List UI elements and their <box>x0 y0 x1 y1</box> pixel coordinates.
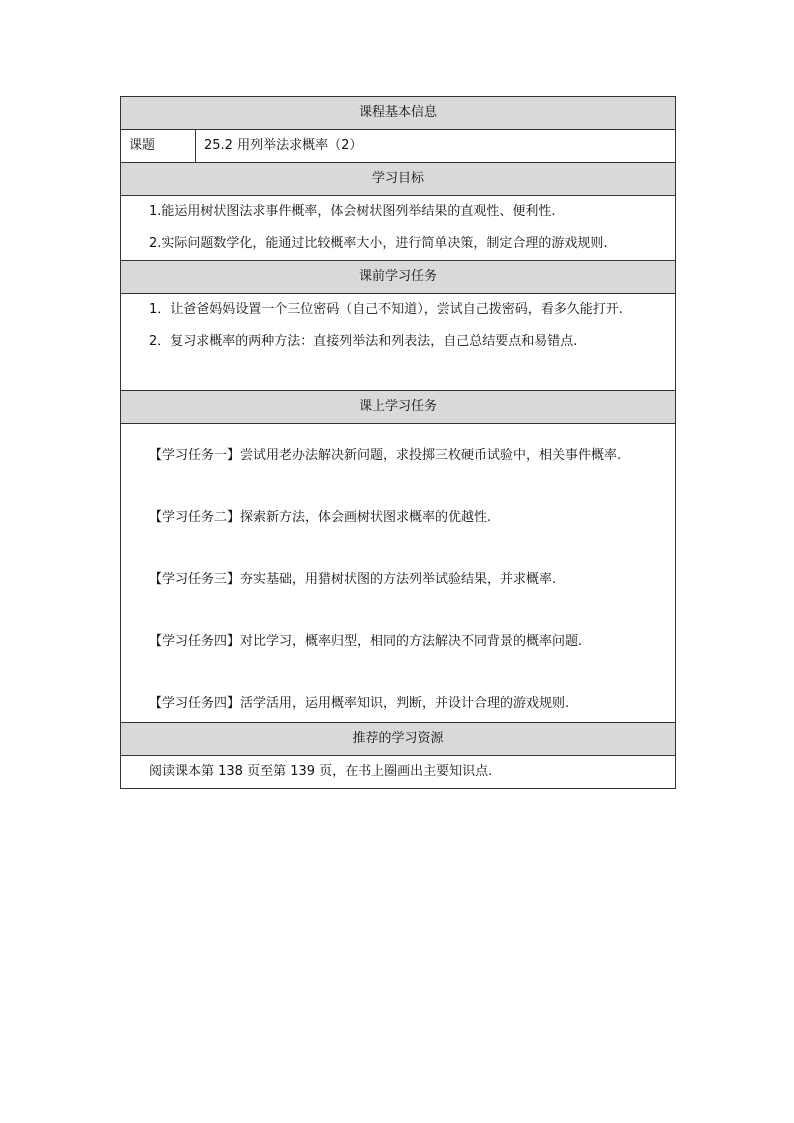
resources-row <box>121 756 676 789</box>
resources-header-row <box>121 723 676 756</box>
topic-label: 课题 <box>121 130 196 163</box>
in-class-task: 【学习任务三】夯实基础，用猎树状图的方法列举试验结果，并求概率. <box>149 572 557 587</box>
in-class-task: 【学习任务一】尝试用老办法解决新问题，求投掷三枚硬币试验中，相关事件概率. <box>149 448 622 463</box>
pre-class-header-row <box>121 261 676 294</box>
in-class-cell <box>121 424 676 723</box>
pre-class-item: 2．复习求概率的两种方法：直接列举法和列表法，自己总结要点和易错点. <box>149 334 578 349</box>
in-class-task: 【学习任务四】活学活用，运用概率知识，判断，并设计合理的游戏规则. <box>149 696 570 711</box>
topic-value: 25.2 用列举法求概率（2） <box>196 130 676 163</box>
objective-item: 1.能运用树状图法求事件概率，体会树状图列举结果的直观性、便利性. <box>149 204 556 219</box>
objective-item: 2.实际问题数学化，能通过比较概率大小，进行简单决策，制定合理的游戏规则. <box>149 236 608 251</box>
pre-class-row <box>121 294 676 391</box>
course-info-table <box>120 96 676 789</box>
pre-class-item: 1．让爸爸妈妈设置一个三位密码（自己不知道），尝试自己拨密码，看多久能打开. <box>149 302 623 317</box>
resources-header: 推荐的学习资源 <box>121 723 676 756</box>
resources-text: 阅读课本第 138 页至第 139 页，在书上圈画出主要知识点. <box>121 756 676 789</box>
in-class-header-row <box>121 391 676 424</box>
objectives-row <box>121 196 676 261</box>
pre-class-cell <box>121 294 676 391</box>
course-info-header-row <box>121 97 676 130</box>
objectives-cell <box>121 196 676 261</box>
in-class-task: 【学习任务二】探索新方法，体会画树状图求概率的优越性. <box>149 510 492 525</box>
objectives-header: 学习目标 <box>121 163 676 196</box>
course-info-header: 课程基本信息 <box>121 97 676 130</box>
topic-row <box>121 130 676 163</box>
objectives-header-row <box>121 163 676 196</box>
in-class-header: 课上学习任务 <box>121 391 676 424</box>
in-class-task: 【学习任务四】对比学习，概率归型，相同的方法解决不同背景的概率问题. <box>149 634 583 649</box>
in-class-row <box>121 424 676 723</box>
pre-class-header: 课前学习任务 <box>121 261 676 294</box>
